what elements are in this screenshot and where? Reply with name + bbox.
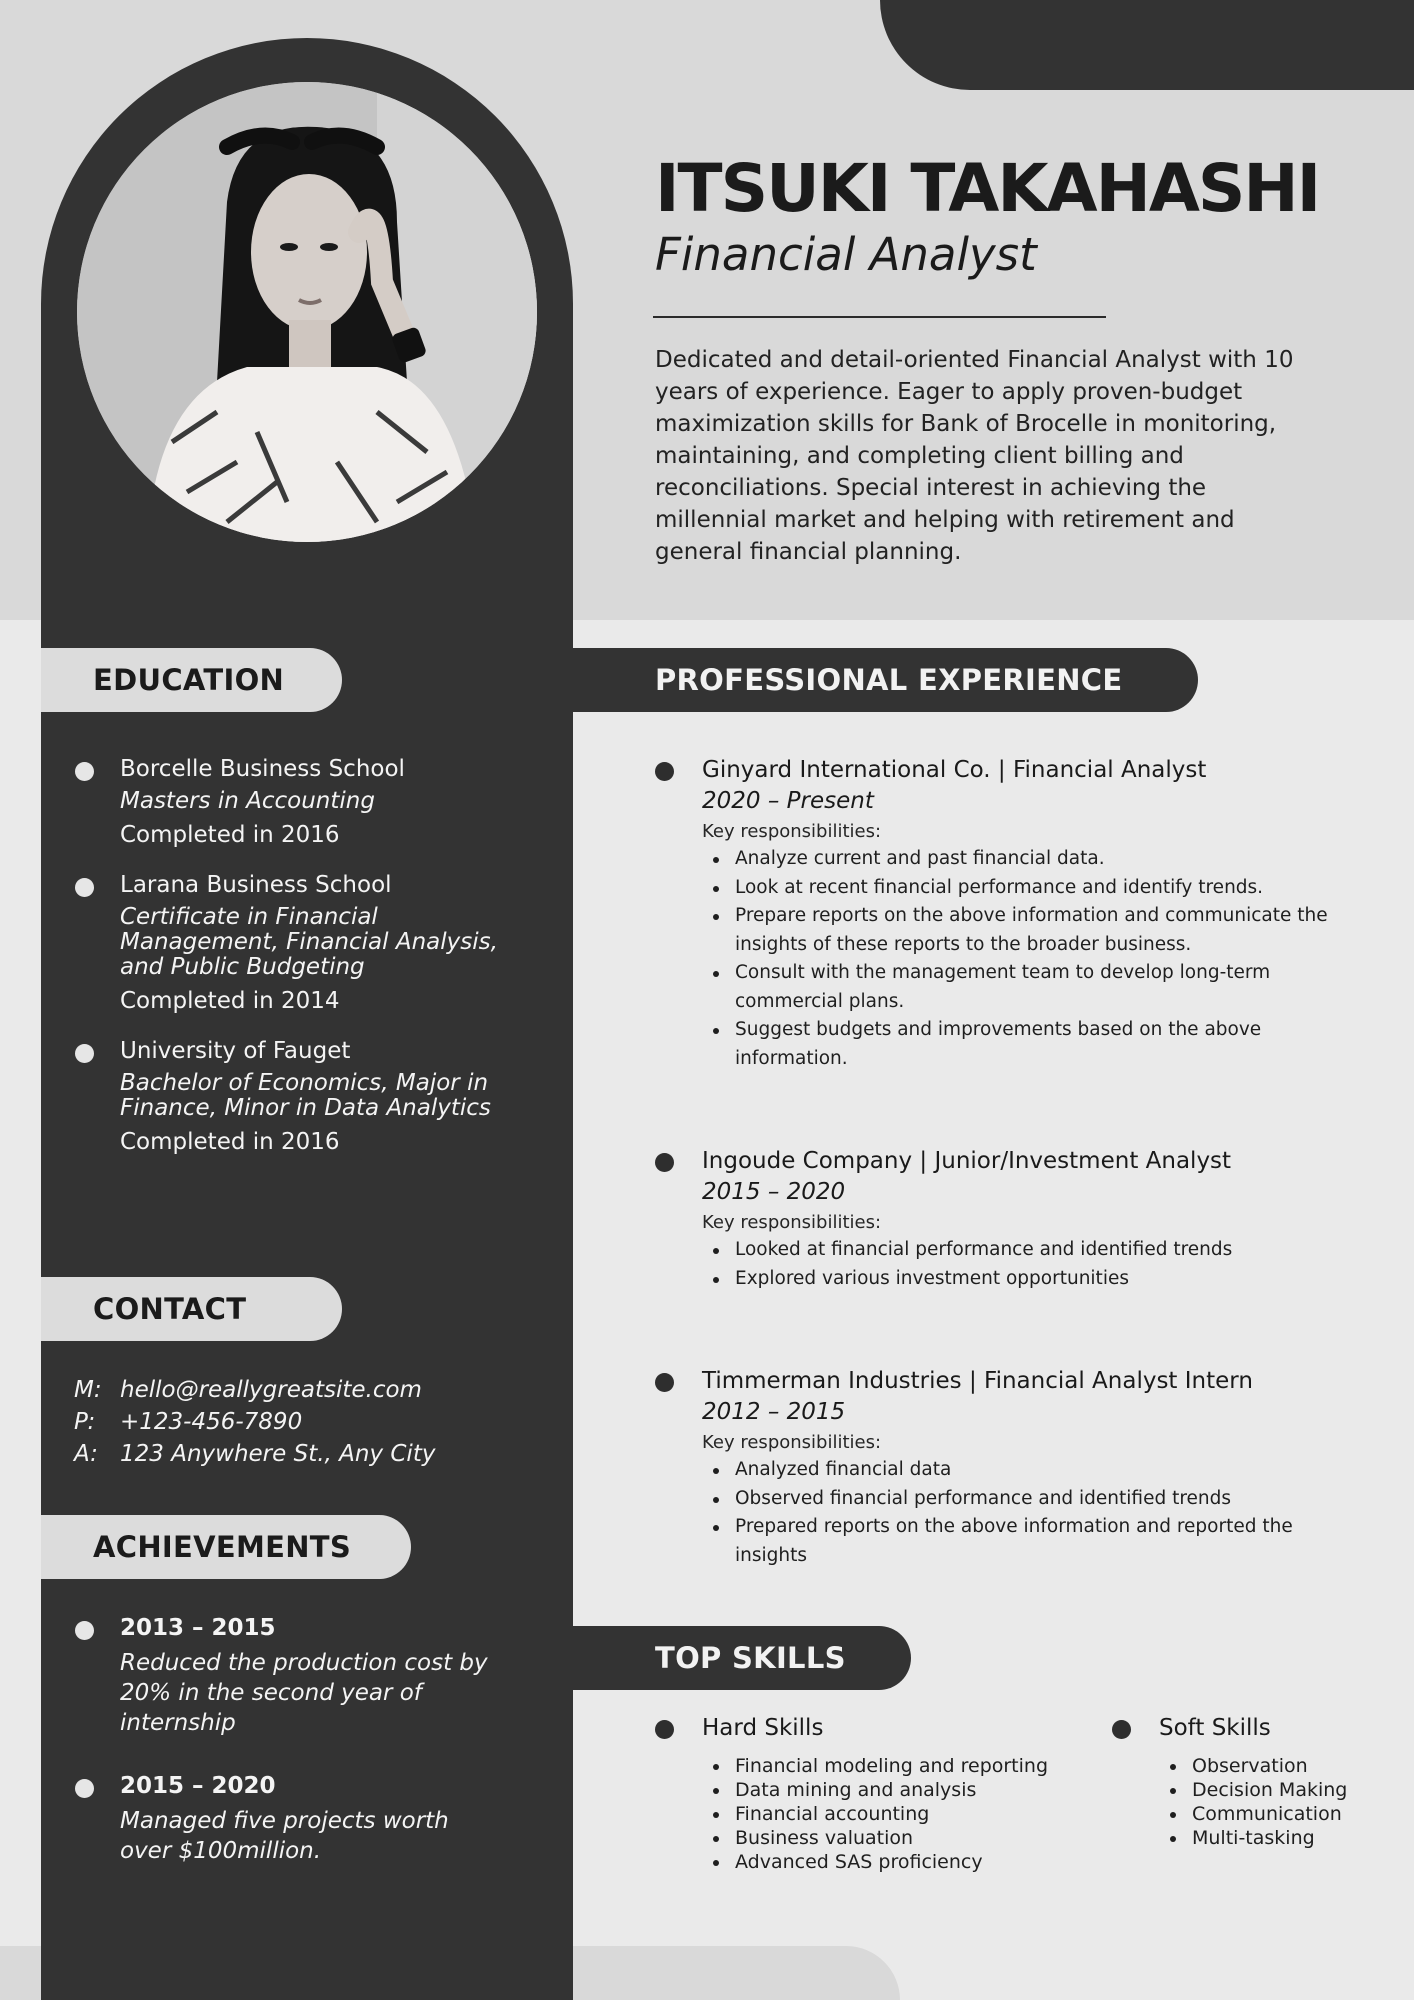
list-item: Prepared reports on the above information and reported the insights — [735, 1513, 1335, 1570]
list-item: Advanced SAS proficiency — [735, 1850, 1075, 1874]
completion-date: Completed in 2016 — [120, 822, 340, 848]
phone-value[interactable]: +123-456-7890 — [120, 1409, 303, 1435]
soft-skills-title: Soft Skills — [1159, 1715, 1271, 1741]
bullet-dot — [75, 1779, 94, 1798]
education-item — [41, 870, 573, 1016]
list-item: Observed financial performance and identified trends — [735, 1485, 1335, 1514]
experience-item — [655, 1145, 1335, 1293]
contact-list — [41, 1374, 573, 1470]
title-divider — [653, 316, 1106, 318]
bullet-dot — [75, 1621, 94, 1640]
education-heading: EDUCATION — [41, 648, 342, 712]
list-item: Explored various investment opportunities — [735, 1265, 1335, 1294]
school-name: Borcelle Business School — [120, 756, 405, 782]
list-item: Data mining and analysis — [735, 1778, 1075, 1802]
hard-skills-title: Hard Skills — [702, 1715, 824, 1741]
school-name: University of Fauget — [120, 1038, 351, 1064]
achievement-period: 2015 – 2020 — [120, 1773, 276, 1799]
responsibilities-list — [735, 1456, 1335, 1570]
achievement-item — [41, 1771, 573, 1866]
degree: Masters in Accounting — [120, 788, 375, 814]
list-item: Observation — [1192, 1754, 1402, 1778]
education-item — [41, 1036, 573, 1157]
achievement-text: Reduced the production cost by 20% in the second year of internship — [120, 1650, 488, 1736]
contact-email-row — [41, 1374, 573, 1406]
address-key: A: — [74, 1441, 98, 1467]
job-period: 2020 – Present — [702, 788, 874, 814]
job-heading: Ingoude Company | Junior/Investment Analyst — [702, 1148, 1232, 1174]
completion-date: Completed in 2016 — [120, 1129, 340, 1155]
job-period: 2012 – 2015 — [702, 1399, 846, 1425]
bullet-dot — [75, 762, 94, 781]
list-item: Suggest budgets and improvements based on the above information. — [735, 1016, 1335, 1073]
list-item: Multi-tasking — [1192, 1826, 1402, 1850]
achievements-heading: ACHIEVEMENTS — [41, 1515, 411, 1579]
list-item: Business valuation — [735, 1826, 1075, 1850]
completion-date: Completed in 2014 — [120, 988, 340, 1014]
email-value[interactable]: hello@reallygreatsite.com — [120, 1377, 422, 1403]
list-item: Decision Making — [1192, 1778, 1402, 1802]
email-key: M: — [74, 1377, 102, 1403]
responsibilities-list — [735, 1236, 1335, 1293]
bullet-dot — [655, 1373, 674, 1392]
experience-heading: PROFESSIONAL EXPERIENCE — [573, 648, 1198, 712]
list-item: Looked at financial performance and identified trends — [735, 1236, 1335, 1265]
contact-phone-row — [41, 1406, 573, 1438]
bullet-dot — [655, 1153, 674, 1172]
experience-item — [655, 754, 1335, 1073]
degree: Certificate in Financial Management, Financial Analysis, and Public Budgeting — [120, 904, 498, 980]
skills-heading: TOP SKILLS — [573, 1626, 911, 1690]
achievement-item — [41, 1613, 573, 1738]
bullet-dot — [75, 1044, 94, 1063]
job-heading: Timmerman Industries | Financial Analyst Intern — [702, 1368, 1253, 1394]
hard-skills — [655, 1712, 1075, 1874]
education-list — [41, 754, 573, 1157]
address-value: 123 Anywhere St., Any City — [120, 1441, 436, 1467]
soft-skills — [1112, 1712, 1402, 1850]
responsibilities-label: Key responsibilities: — [702, 1212, 882, 1233]
contact-address-row — [41, 1438, 573, 1470]
profile-summary: Dedicated and detail-oriented Financial Analyst with 10 years of experience. Eager to apply proven-budget maximization skills for Bank of Brocelle in monitoring, maintaining, and completing client billing and reconciliations. Special interest in achieving the millennial market and helping with retirement and general financial planning. — [655, 347, 1294, 565]
hard-skills-list — [735, 1754, 1075, 1874]
achievements-list — [41, 1613, 573, 1866]
list-item: Financial accounting — [735, 1802, 1075, 1826]
candidate-name: ITSUKI TAKAHASHI — [655, 150, 1320, 227]
profile-photo — [77, 82, 537, 542]
bullet-dot — [1112, 1720, 1131, 1739]
list-item: Analyze current and past financial data. — [735, 845, 1335, 874]
bullet-dot — [75, 878, 94, 897]
school-name: Larana Business School — [120, 872, 392, 898]
responsibilities-label: Key responsibilities: — [702, 821, 882, 842]
bullet-dot — [655, 762, 674, 781]
responsibilities-list — [735, 845, 1335, 1073]
list-item: Financial modeling and reporting — [735, 1754, 1075, 1778]
bullet-dot — [655, 1720, 674, 1739]
contact-heading: CONTACT — [41, 1277, 342, 1341]
achievement-text: Managed five projects worth over $100million. — [120, 1808, 449, 1864]
job-period: 2015 – 2020 — [702, 1179, 846, 1205]
degree: Bachelor of Economics, Major in Finance, Minor in Data Analytics — [120, 1070, 491, 1121]
list-item: Prepare reports on the above information and communicate the insights of these reports to the broader business. — [735, 902, 1335, 959]
job-heading: Ginyard International Co. | Financial Analyst — [702, 757, 1207, 783]
list-item: Look at recent financial performance and identify trends. — [735, 874, 1335, 903]
soft-skills-list — [1192, 1754, 1402, 1850]
list-item: Analyzed financial data — [735, 1456, 1335, 1485]
job-title: Financial Analyst — [655, 228, 1037, 281]
achievement-period: 2013 – 2015 — [120, 1615, 276, 1641]
education-item — [41, 754, 573, 850]
list-item: Communication — [1192, 1802, 1402, 1826]
list-item: Consult with the management team to develop long-term commercial plans. — [735, 959, 1335, 1016]
phone-key: P: — [74, 1409, 96, 1435]
experience-item — [655, 1365, 1335, 1570]
corner-decoration — [880, 0, 1414, 90]
responsibilities-label: Key responsibilities: — [702, 1432, 882, 1453]
